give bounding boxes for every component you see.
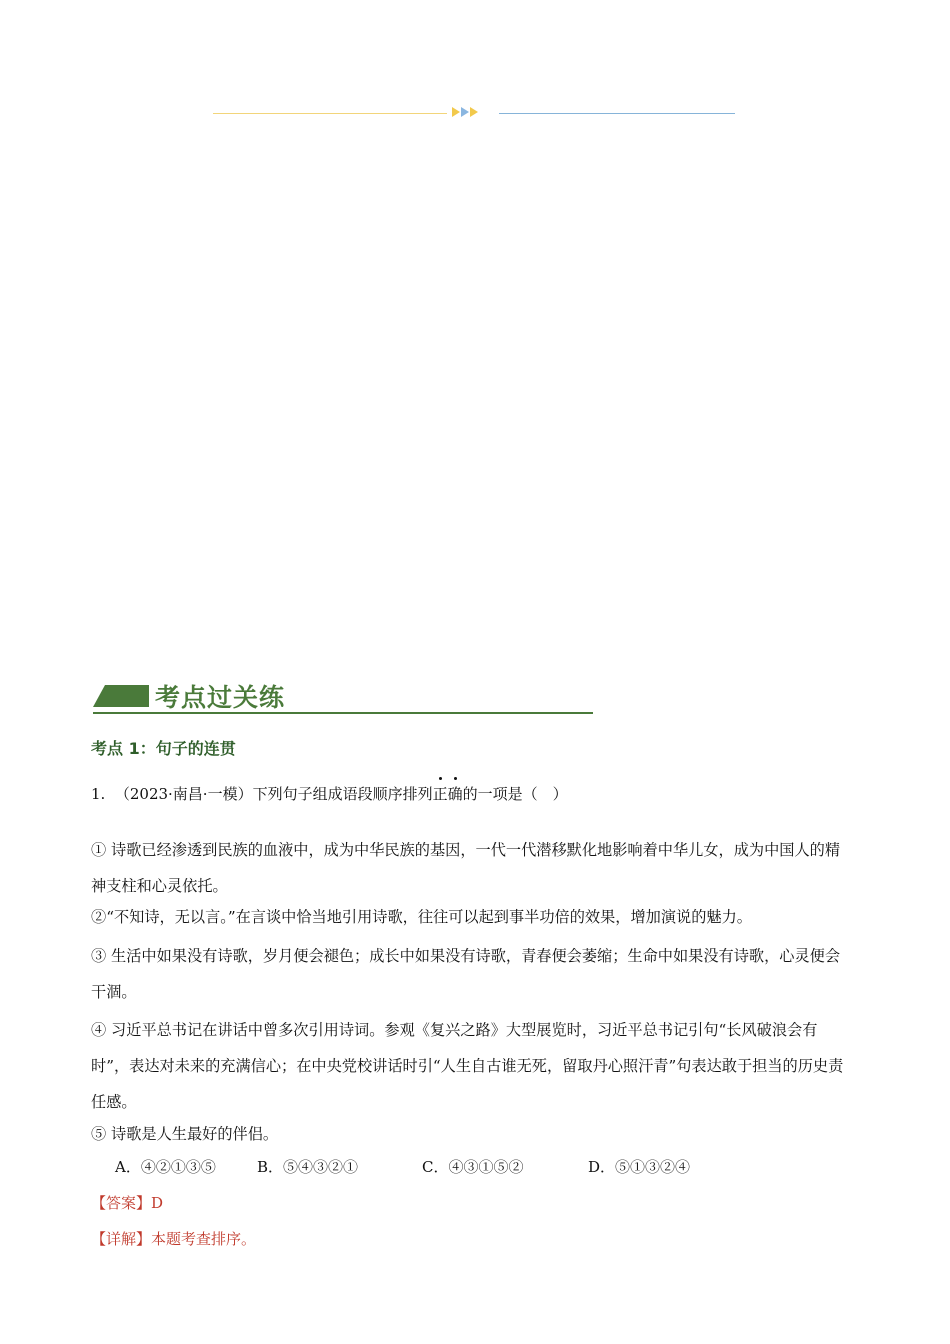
section-bar-icon (93, 685, 149, 707)
section-header (93, 676, 593, 716)
option-b[interactable]: B．⑤④③②① (257, 1158, 359, 1176)
question-text-end: 的一项是（ ） (462, 785, 568, 803)
option-a[interactable]: A．④②①③⑤ (115, 1158, 216, 1176)
explanation-text: 本题考查排序。 (151, 1230, 257, 1248)
kaodian-heading: 考点 1：句子的连贯 (91, 739, 236, 758)
header-rule-left (213, 113, 447, 114)
question-text: 下列句子组成语段顺序排列 (252, 785, 433, 803)
sentence-4: ④ 习近平总书记在讲话中曾多次引用诗词。参观《复兴之路》大型展览时，习近平总书记引句“长风破浪会有时”，表达对未来的充满信心；在中央党校讲话时引“人生自古谁无死，留取丹心照汗青”句表达敢于担当的历史责任感。 (91, 1021, 844, 1111)
sentence-3: ③ 生活中如果没有诗歌，岁月便会褪色；成长中如果没有诗歌，青春便会萎缩；生命中如果没有诗歌，心灵便会干涸。 (91, 947, 841, 1001)
answer-value: D (151, 1194, 164, 1212)
section-title: 考点过关练 (155, 683, 286, 712)
header-rule-right (499, 113, 735, 114)
section-divider (93, 712, 593, 714)
question-stem (91, 783, 568, 804)
emphasis-char: 确 (447, 785, 463, 803)
sentence-1: ① 诗歌已经渗透到民族的血液中，成为中华民族的基因，一代一代潜移默化地影响着中华儿女，成为中国人的精神支柱和心灵依托。 (91, 841, 841, 895)
option-c[interactable]: C．④③①⑤② (422, 1158, 524, 1176)
question-number: 1. (91, 785, 106, 803)
emphasis-char: 正 (432, 785, 448, 803)
answer-tag: 【答案】 (91, 1194, 152, 1212)
explanation-line (91, 1228, 256, 1249)
sentence-2: ②“不知诗，无以言。”在言谈中恰当地引用诗歌，往往可以起到事半功倍的效果，增加演说的魅力。 (91, 908, 752, 926)
answer-line (91, 1192, 163, 1213)
question-source: （2023·南昌·一模） (114, 785, 253, 803)
option-d[interactable]: D．⑤①③②④ (588, 1158, 691, 1176)
sentence-5: ⑤ 诗歌是人生最好的伴侣。 (91, 1125, 279, 1143)
header-arrows-icon (452, 107, 484, 119)
explanation-tag: 【详解】 (91, 1230, 152, 1248)
